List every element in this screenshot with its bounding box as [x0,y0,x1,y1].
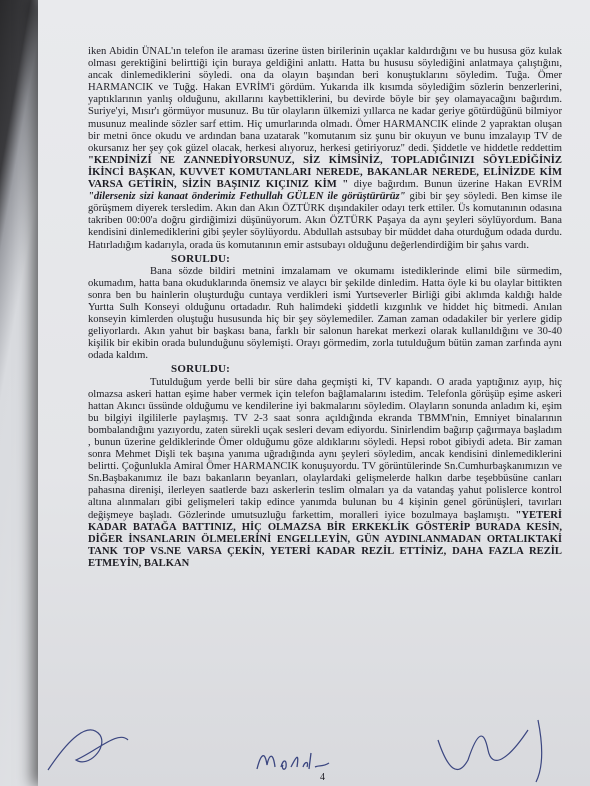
signature [253,745,333,775]
quoted-statement: "dilerseniz sizi kanaat önderimiz Fethullah GÜLEN ile görüştürürüz" [88,191,406,203]
paragraph [88,377,562,571]
capitalized-statement: "YETERİ KADAR BATAĞA BATTINIZ, HİÇ OLMAZSA BİR ERKEKLİK GÖSTERİP BURADA KESİN, DİĞER İNSANLARIN ÖLMELERİNİ ENGELLEYİN, GÜN AYDINLANMADAN ORTALIKTAKİ TANK TOP VS.NE VARSA ÇEKİN, YETERİ KADAR REZİL ETTİNİZ, DAHA FAZLA REZİL ETMEYİN, BALKAN [88,509,562,569]
handwritten-scribble-left [28,700,148,786]
section-heading: SORULDU: [171,252,231,265]
document-page [38,0,590,786]
paragraph [88,266,562,363]
handwritten-scribble-right [418,700,588,786]
text-segment: gibi bir şey söyledi. Ben kimse ile görüşmem diyerek tersledim. Akın dan Akın ÖZTÜRK dışındakiler odayı terk ettiler. Üs komutanının odasına takriben 00:00'a doğru girdiğimizi düşünüyorum. Akın ÖZTÜRK Paşaya da aynı şeyleri söylüyordum. Bana kendisini dinlemediklerini gibi şeyler söylüyordu. Abdullah astsubay bir müddet daha oturduğum odada durdu. Hatırladığım kadarıyla, orada üs komutanının emir astsubayı olduğunu değerlendirdiğim bir şahıs vardı. [88,191,563,251]
capitalized-statement: "KENDİNİZİ NE ZANNEDİYORSUNUZ, SİZ KİMSİNİZ, TOPLADIĞINIZI SÖYLEDİĞİNİZ İKİNCİ BAŞKAN, KUVVET KOMUTANLARI NEREDE, BAKANLAR NEREDE, ELİNİZDE KİM VARSA GETİRİN, SİZİN BAŞINIZ KIÇINIZ KİM " [88,154,562,191]
text-segment: diye bağırdım. Bunun üzerine Hakan EVRİM [348,179,562,191]
text-segment: Tutulduğum yerde belli bir süre daha geçmişti ki, TV kapandı. O arada yaptığınız ayıp, hiç olmazsa askeri hattan eşime haber vermek için telefon bağlamalarını istedim. Telefonla görüşüp eşime askeri hattan Akıncı üssünde olduğumu ve kendilerine iyi bakmalarını söyledim. Olayların sonunda anladım ki, eşim bu bilgiyi ilgililerle paylaşmış. TV 2-3 saat sonra açıldığında ekranda TBMM'nin, Emniyet binalarının bombalandığını yazıyordu, zaten sürekli uçak sesleri devam ediyordu. Sinirlendim bağırıp çağırmaya başladım , bunun üzerine geldiklerinde Ömer olduğumu göze aldıklarını söyledi. Hepsi robot gibiydi adeta. Bir zaman sonra Mehmet Dişli tek başına yanıma uğradığında aynı şeyleri söyledim, ancak kendisini dinlemediklerini belirtti. Çoğunlukla Amiral Ömer HARMANCIK konuşuyordu. TV görüntülerinde Sn.Cumhurbaşkanımızın ve Sn.Başbakanımız ile bazı bakanların beyanları, olaylardaki gelişmelerde halkın darbe teşebbüsüne canları pahasına direnişi, ilerleyen saatlerde bazı askerlerin teslim olmaları ya da vatandaş yahut polislerce kontrol altına alınmaları gibi gelişmeleri takip edince yanımda bulunan bu 4 kişinin genel görünüşleri, tavırları değişmeye başladı. Gözlerinde umutsuzluğu farkettim, moralleri iyice bozulmaya başlamıştı. [88,376,562,521]
text-segment: iken Abidin ÜNAL'ın telefon ile araması üzerine üsten birilerinin uçaklar kaldırdığını ve bu hususa göz kulak olması gerektiğini belirttiği için buraya geldiğini anlattı. Hatta bu hususu söylediğini anlatmaya çalıştığını, ancak dinlemediklerini söyledi. ona da olayın başından beri konuştuklarını söyledim. Tuğa. Ömer HARMANCIK ve Tuğg. Hakan EVRİM'i gördüm. Yukarıda ilk kısımda söylediğim sözlerin benzerlerini, yaptıklarının yanlış olduğunu, akıllarını kaybettiklerini, bu devirde böyle bir şey olamayacağını bağırdım. Suriye'yi, Mısır'ı görmüyor musunuz. Bu tür olayların ülkemizi yıllarca ne kadar geriye götürdüğünü bilmiyor musunuz mealinde sözler sarf ettim. Hiç umurlarında olmadı. Ömer HARMANCIK elinde 2 yapraktan oluşan bir metni önce okudu ve ardından bana uzatarak "komutanım siz şunu bir okuyun ve bunu imzalayıp TV de okursanız her şey çok güzel olacak, herkesi alıyoruz, herkesi getiriyoruz" dedi. Şiddetle ve hiddetle reddettim [88,46,562,154]
paragraph [88,46,562,252]
document-body [88,46,562,570]
section-heading: SORULDU: [171,363,231,376]
page-number: 4 [320,772,325,783]
text-segment: Bana sözde bildiri metnini imzalamam ve okumamı istediklerinde elimi bile sürmedim, okumadım, hatta bana okuduklarında önemsiz ve alaycı bir şekilde dinledim. Hatta öyle ki bu olaylar bittikten sonra ben bu hainlerin oluşturduğu cuntaya verdikleri ismi Yurtseverler Birliği gibi aklımda kaldığı halde Yurtta Sulh Konseyi olduğunu ortadadır. Ruh halimdeki şiddetli kızgınlık ve hiddet hiç bitmedi. Anılan konseyin kimlerden oluştuğu hususunda hiç bir şey söylemediler. Zaman zaman odadakiler bir yerlere gidip geliyorlardı. Akın yahut bir başkası bana, farklı bir salonun harekat merkezi olarak kullanıldığını ve 30-40 kişilik bir ekibin orada bulunduğunu söylemişti. Orayı görmedim, zorla tutulduğum bütün zaman zarfında aynı odada kaldım. [88,265,562,362]
